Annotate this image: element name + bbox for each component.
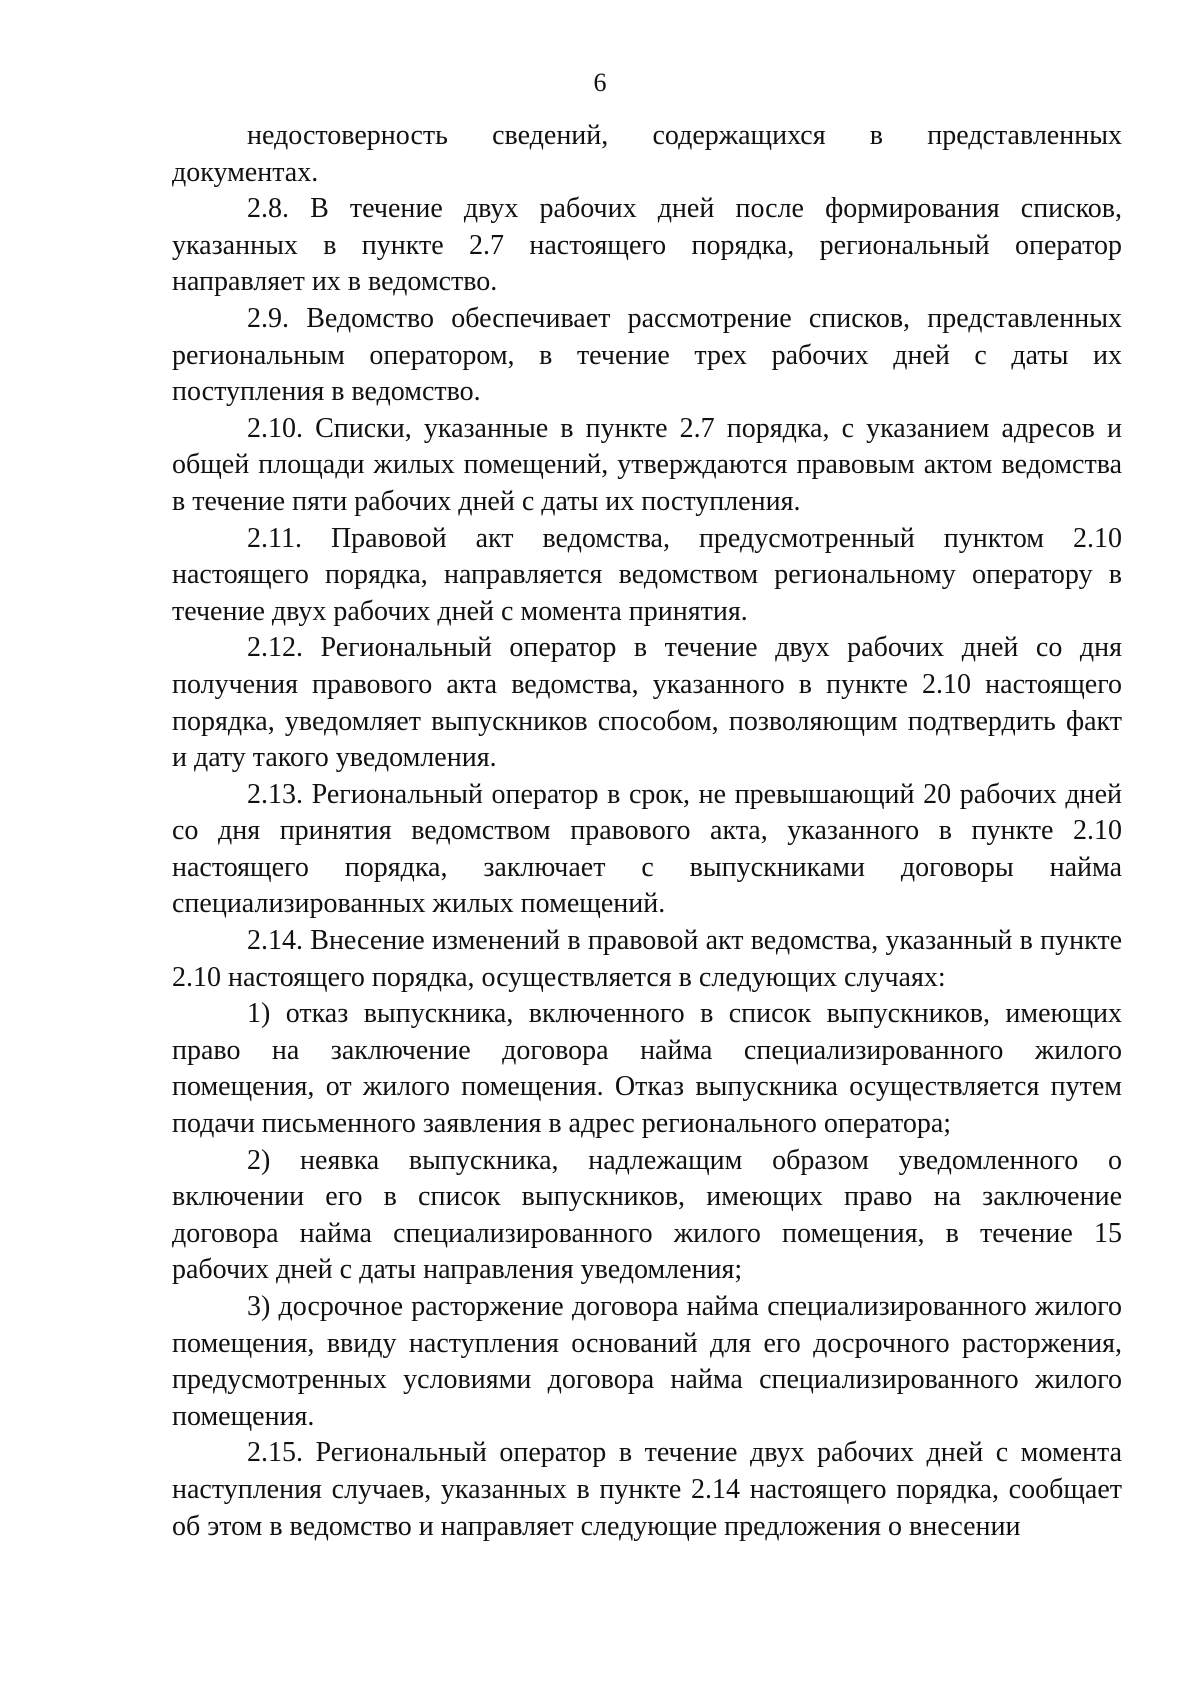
paragraph-2-14: 2.14. Внесение изменений в правовой акт ведомства, указанный в пункте 2.10 настоящего порядка, осуществляется в следующих случаях: — [172, 925, 1122, 993]
page-number: 6 — [593, 68, 607, 97]
list-item-2: 2) неявка выпускника, надлежащим образом уведомленного о включении его в список выпускников, имеющих право на заключение договора найма специализированного жилого помещения, в течение 15 рабочих дней с даты направления уведомления; — [172, 1144, 1122, 1286]
paragraph-2-8: 2.8. В течение двух рабочих дней после формирования списков, указанных в пункте 2.7 настоящего порядка, региональный оператор направляет их в ведомство. — [172, 193, 1122, 298]
list-item-1: 1) отказ выпускника, включенного в список выпускников, имеющих право на заключение договора найма специализированного жилого помещения, от жилого помещения. Отказ выпускника осуществляется путем подачи письменного заявления в адрес регионального оператора; — [172, 998, 1122, 1140]
paragraph-2-15: 2.15. Региональный оператор в течение двух рабочих дней с момента наступления случаев, указанных в пункте 2.14 настоящего порядка, сообщает об этом в ведомство и направляет следующие предложения о внесении — [172, 1437, 1122, 1542]
document-body — [172, 118, 1122, 1545]
paragraph-continuation: недостоверность сведений, содержащихся в представленных документах. — [172, 120, 1122, 188]
list-item-3: 3) досрочное расторжение договора найма специализированного жилого помещения, ввиду наступления оснований для его досрочного расторжения, предусмотренных условиями договора найма специализированного жилого помещения. — [172, 1291, 1122, 1432]
paragraph-2-9: 2.9. Ведомство обеспечивает рассмотрение списков, представленных региональным оператором, в течение трех рабочих дней с даты их поступления в ведомство. — [172, 302, 1122, 408]
paragraph-2-13: 2.13. Региональный оператор в срок, не превышающий 20 рабочих дней со дня принятия ведомством правового акта, указанного в пункте 2.10 настоящего порядка, заключает с выпускниками договоры найма специализированных жилых помещений. — [172, 778, 1122, 920]
paragraph-2-12: 2.12. Региональный оператор в течение двух рабочих дней со дня получения правового акта ведомства, указанного в пункте 2.10 настоящего порядка, уведомляет выпускников способом, позволяющим подтвердить факт и дату такого уведомления. — [172, 632, 1122, 774]
paragraph-2-11: 2.11. Правовой акт ведомства, предусмотренный пунктом 2.10 настоящего порядка, направляется ведомством региональному оператору в течение двух рабочих дней с момента принятия. — [172, 522, 1122, 627]
paragraph-2-10: 2.10. Списки, указанные в пункте 2.7 порядка, с указанием адресов и общей площади жилых помещений, утверждаются правовым актом ведомства в течение пяти рабочих дней с даты их поступления. — [172, 412, 1122, 517]
